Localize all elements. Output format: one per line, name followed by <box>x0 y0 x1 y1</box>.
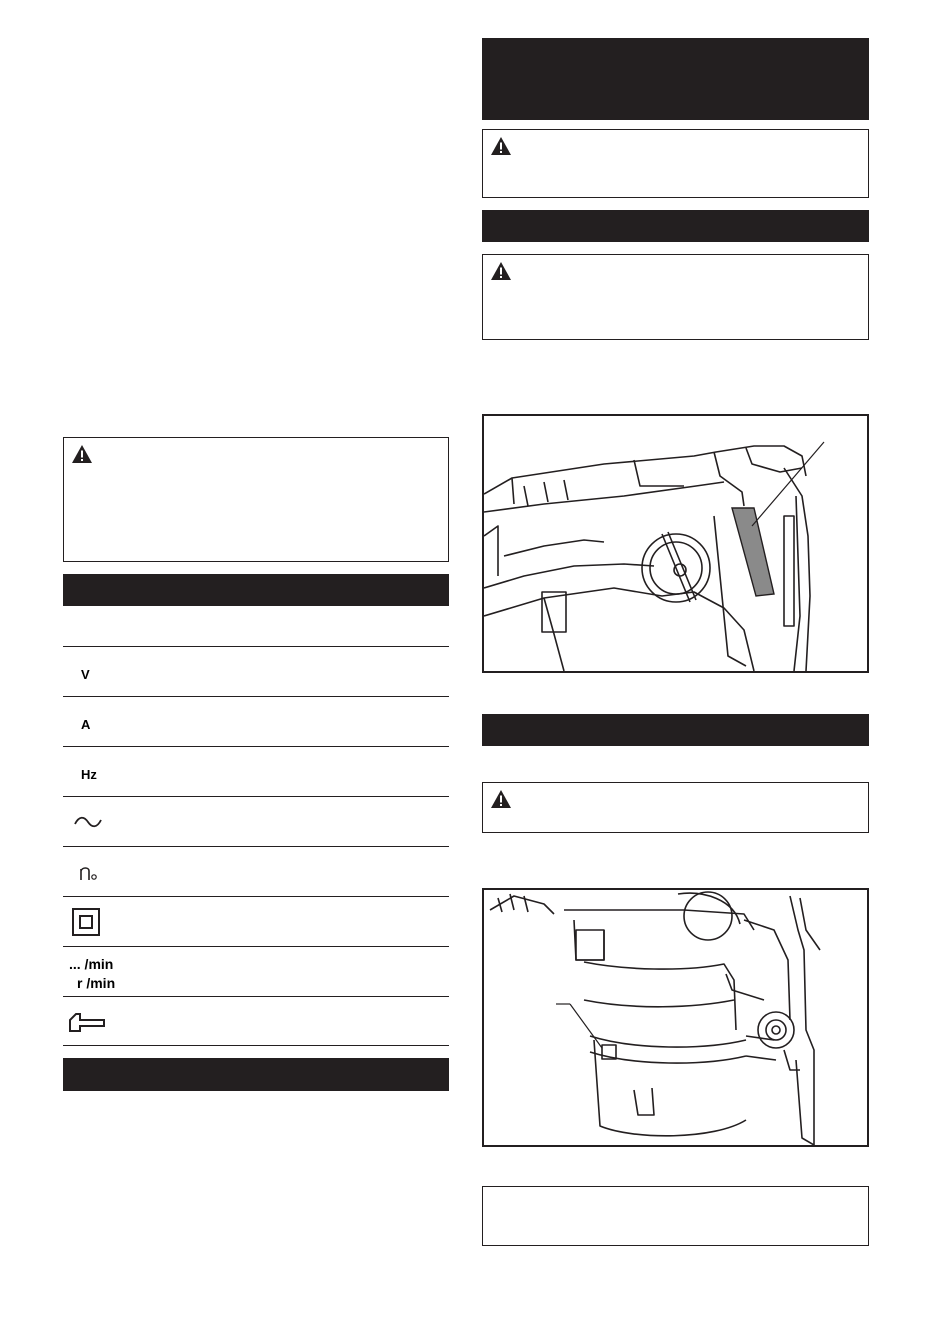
warning-box-left <box>63 437 449 562</box>
section-header-bar-bottom-left <box>63 1058 449 1091</box>
symbol-row-class-ii <box>63 896 449 946</box>
symbol-row-hammering <box>63 996 449 1046</box>
symbol-row-no-load-speed <box>63 846 449 896</box>
section-header-bar-symbols <box>63 574 449 606</box>
figure-tool-switch <box>482 888 869 1147</box>
double-insulation-icon <box>71 907 101 937</box>
section-header-bar-right-1 <box>482 210 869 242</box>
symbol-row-speed <box>63 946 449 996</box>
warning-triangle-icon <box>490 136 512 156</box>
section-title-bar-large <box>482 38 869 120</box>
warning-triangle-icon <box>490 789 512 809</box>
hertz-symbol: Hz <box>81 767 97 782</box>
speed-unit-line-2: r /min <box>77 975 116 991</box>
symbol-row-volt <box>63 646 449 696</box>
no-load-speed-icon <box>79 865 99 881</box>
speed-unit-line-1: ... /min <box>69 956 114 972</box>
tool-lever-illustration <box>484 416 867 671</box>
tool-switch-illustration <box>484 890 867 1145</box>
section-header-bar-right-2 <box>482 714 869 746</box>
hammering-icon <box>67 1011 107 1033</box>
alternating-current-icon <box>73 815 103 829</box>
note-box <box>482 1186 869 1246</box>
volt-symbol: V <box>81 667 90 682</box>
warning-box-right-1 <box>482 129 869 198</box>
symbol-row-hertz <box>63 746 449 796</box>
warning-box-right-3 <box>482 782 869 833</box>
figure-tool-lever <box>482 414 869 673</box>
symbol-row-alternating-current <box>63 796 449 846</box>
warning-triangle-icon <box>490 261 512 281</box>
warning-box-right-2 <box>482 254 869 340</box>
warning-triangle-icon <box>71 444 93 464</box>
ampere-symbol: A <box>81 717 91 732</box>
symbol-row-ampere <box>63 696 449 746</box>
